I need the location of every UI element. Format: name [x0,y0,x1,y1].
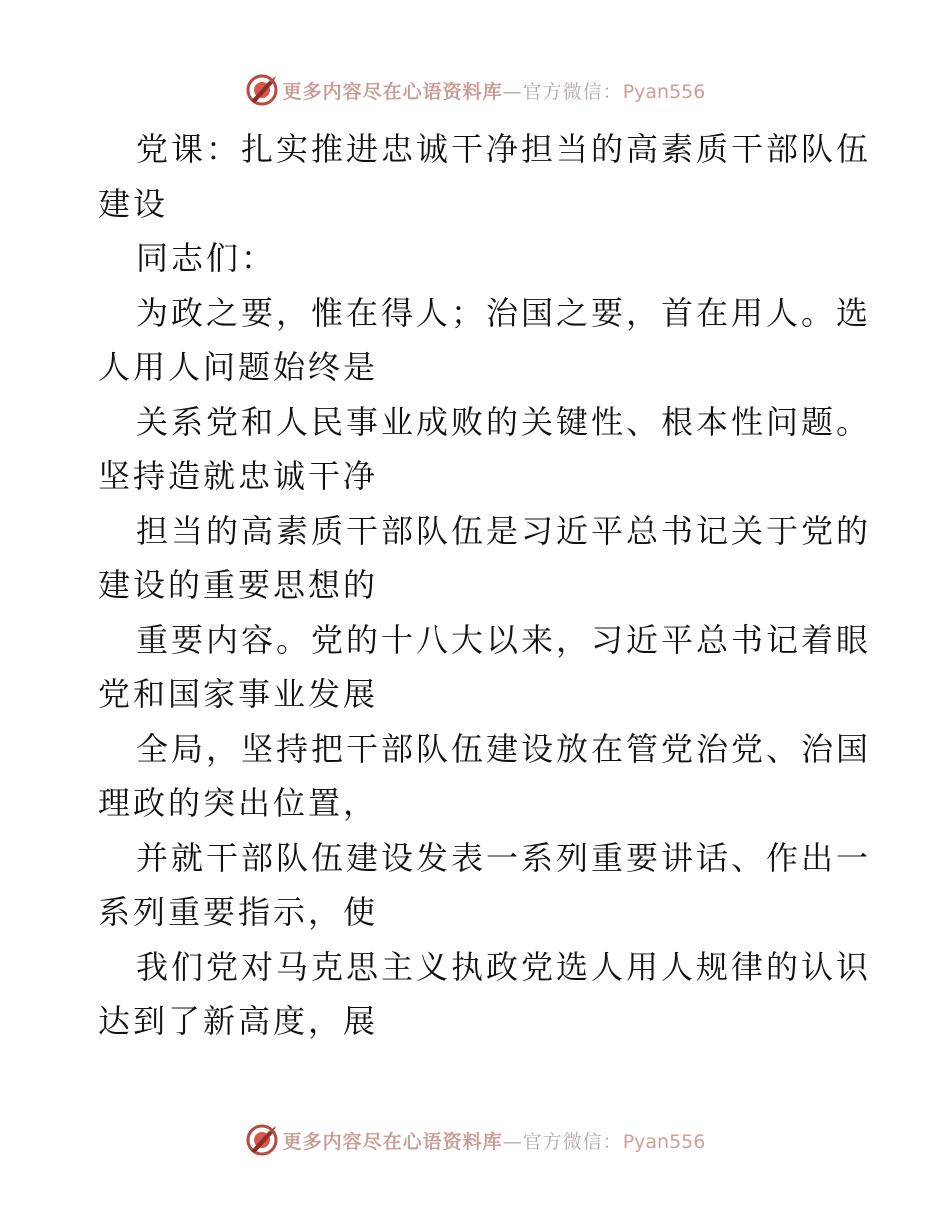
text-line: 担当的高素质干部队伍是习近平总书记关于党的 [136,511,872,550]
text-line: 并就干部队伍建设发表一系列重要讲话、作出一 [136,838,872,877]
text-line: 建设的重要思想的 [98,566,379,604]
quill-pen-logo-icon [245,1123,279,1157]
text-line: 坚持造就忠诚干净 [98,457,379,495]
text-line: 建设 [98,184,169,223]
text-line: 达到了新高度，展 [98,1002,379,1040]
text-line: 同志们： [136,239,277,277]
text-line: 人用人问题始终是 [98,348,379,386]
header-banner [0,70,950,110]
text-line: 重要内容。党的十八大以来，习近平总书记着眼 [136,620,872,659]
text-line: 我们党对马克思主义执政党选人用人规律的认识 [136,947,872,986]
banner-separator: — [502,80,523,103]
text-line: 为政之要，惟在得人；治国之要，首在用人。选 [136,293,872,332]
banner-text [283,1127,706,1154]
banner-main-text: 更多内容尽在心语资料库 [282,1130,503,1153]
text-line: 理政的突出位置， [98,784,379,822]
banner-text [283,77,706,104]
banner-separator: — [502,1130,523,1153]
text-line: 系列重要指示，使 [98,893,379,931]
footer-banner [0,1120,950,1160]
document-body [98,122,872,1049]
text-line: 关系党和人民事业成败的关键性、根本性问题。 [136,402,872,441]
text-line: 全局，坚持把干部队伍建设放在管党治党、治国 [136,729,872,768]
banner-wechat-id: Pyan556 [622,80,706,103]
banner-main-text: 更多内容尽在心语资料库 [282,80,503,103]
text-line: 党课：扎实推进忠诚干净担当的高素质干部队伍 [136,130,872,168]
banner-wechat-label: 官方微信： [522,1130,623,1153]
banner-wechat-id: Pyan556 [622,1130,706,1153]
banner-wechat-label: 官方微信： [522,80,623,103]
quill-pen-logo-icon [245,73,279,107]
text-line: 党和国家事业发展 [98,675,379,713]
